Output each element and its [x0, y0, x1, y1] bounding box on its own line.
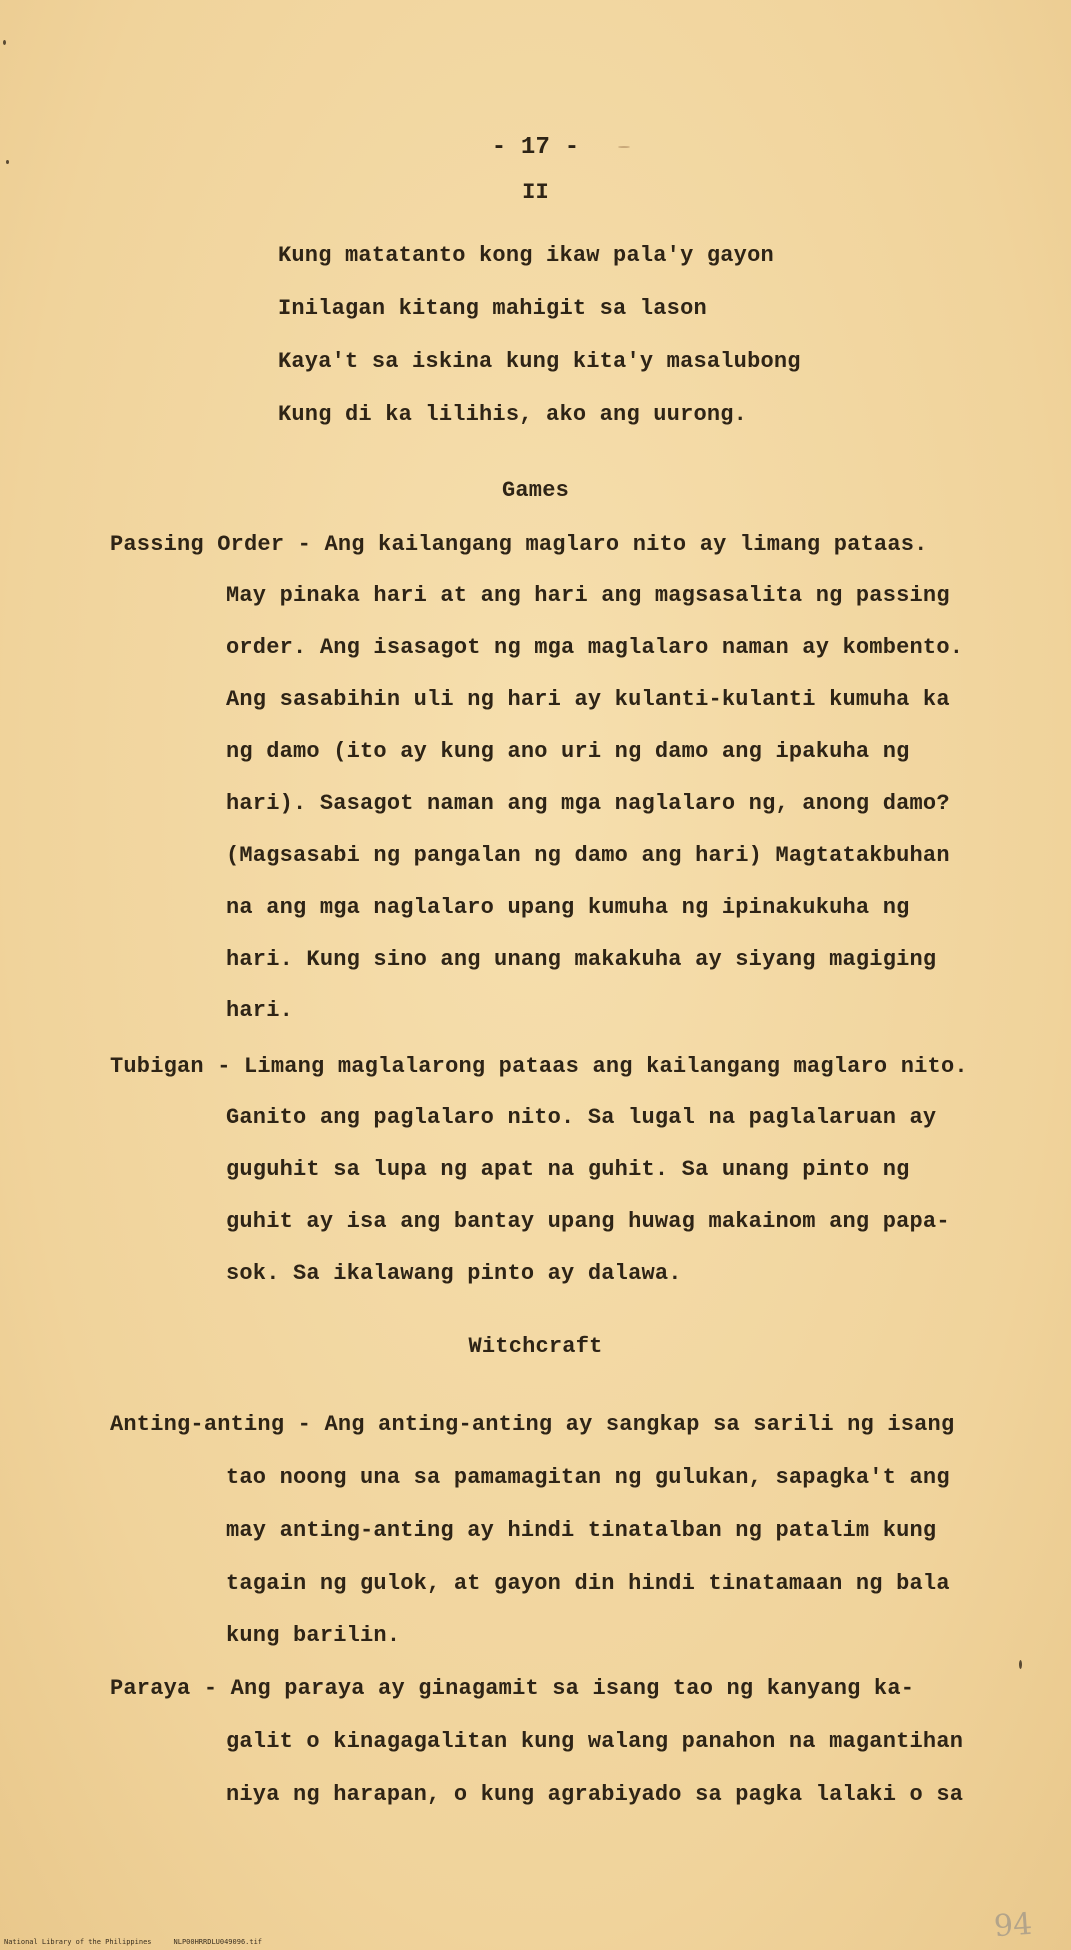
entry-text: galit o kinagagalitan kung walang panahon na magantihan [226, 1729, 964, 1754]
entry-text: order. Ang isasagot ng mga maglalaro naman ay kombento. [226, 635, 964, 660]
section-numeral: II [522, 180, 549, 205]
verse-line: Kung matatanto kong ikaw pala'y gayon [278, 243, 774, 268]
entry-text: tagain ng gulok, at gayon din hindi tinatamaan ng bala [226, 1571, 950, 1596]
page-number: - 17 - [491, 134, 580, 161]
entry-text: ng damo (ito ay kung ano uri ng damo ang ipakuha ng [226, 739, 910, 764]
paper-speck [6, 160, 9, 164]
entry-text: sok. Sa ikalawang pinto ay dalawa. [226, 1261, 682, 1286]
entry-text: na ang mga naglalaro upang kumuha ng ipinakukuha ng [226, 895, 910, 920]
entry-term: Passing Order [110, 532, 285, 557]
paper-speck [3, 40, 6, 45]
entry-text: may anting-anting ay hindi tinatalban ng patalim kung [226, 1518, 937, 1543]
footer-library: National Library of the Philippines [4, 1938, 152, 1946]
entry-text: - Ang kailangang maglaro nito ay limang pataas. [284, 532, 928, 557]
entry-text: May pinaka hari at ang hari ang magsasalita ng passing [226, 583, 950, 608]
entry-passing-order [110, 532, 928, 557]
footer-file: NLP00HRRDLU049096.tif [173, 1938, 263, 1946]
entry-text: - Limang maglalarong pataas ang kailangang maglaro nito. [203, 1054, 968, 1079]
entry-term: Paraya [110, 1676, 191, 1701]
entry-text: guguhit sa lupa ng apat na guhit. Sa unang pinto ng [226, 1157, 910, 1182]
entry-text: (Magsasabi ng pangalan ng damo ang hari) Magtatakbuhan [226, 843, 950, 868]
verse-line: Kaya't sa iskina kung kita'y masalubong [278, 349, 801, 374]
entry-term: Tubigan [110, 1054, 204, 1079]
entry-text: Ganito ang paglalaro nito. Sa lugal na paglalaruan ay [226, 1105, 937, 1130]
entry-text: - Ang paraya ay ginagamit sa isang tao ng kanyang ka- [190, 1676, 915, 1701]
entry-anting-anting [110, 1412, 954, 1437]
scan-footer [4, 1938, 284, 1946]
entry-text: hari). Sasagot naman ang mga naglalaro ng, anong damo? [226, 791, 950, 816]
entry-text: Ang sasabihin uli ng hari ay kulanti-kulanti kumuha ka [226, 687, 950, 712]
entry-text: guhit ay isa ang bantay upang huwag makainom ang papa- [226, 1209, 950, 1234]
margin-handwritten-mark: 94 [992, 1906, 1034, 1945]
paper-speck [618, 146, 630, 148]
witchcraft-heading: Witchcraft [468, 1334, 603, 1359]
entry-text: - Ang anting-anting ay sangkap sa sarili ng isang [284, 1412, 955, 1437]
entry-text: hari. [226, 998, 294, 1023]
paper-speck [1019, 1660, 1022, 1669]
verse-line: Kung di ka lilihis, ako ang uurong. [278, 402, 748, 427]
entry-text: hari. Kung sino ang unang makakuha ay siyang magiging [226, 947, 937, 972]
entry-text: kung barilin. [226, 1623, 401, 1648]
verse-line: Inilagan kitang mahigit sa lason [278, 296, 707, 321]
entry-paraya [110, 1676, 914, 1701]
games-heading: Games [501, 478, 569, 503]
entry-text: tao noong una sa pamamagitan ng gulukan, sapagka't ang [226, 1465, 950, 1490]
entry-tubigan [110, 1054, 968, 1079]
entry-text: niya ng harapan, o kung agrabiyado sa pagka lalaki o sa [226, 1782, 964, 1807]
entry-term: Anting-anting [110, 1412, 285, 1437]
